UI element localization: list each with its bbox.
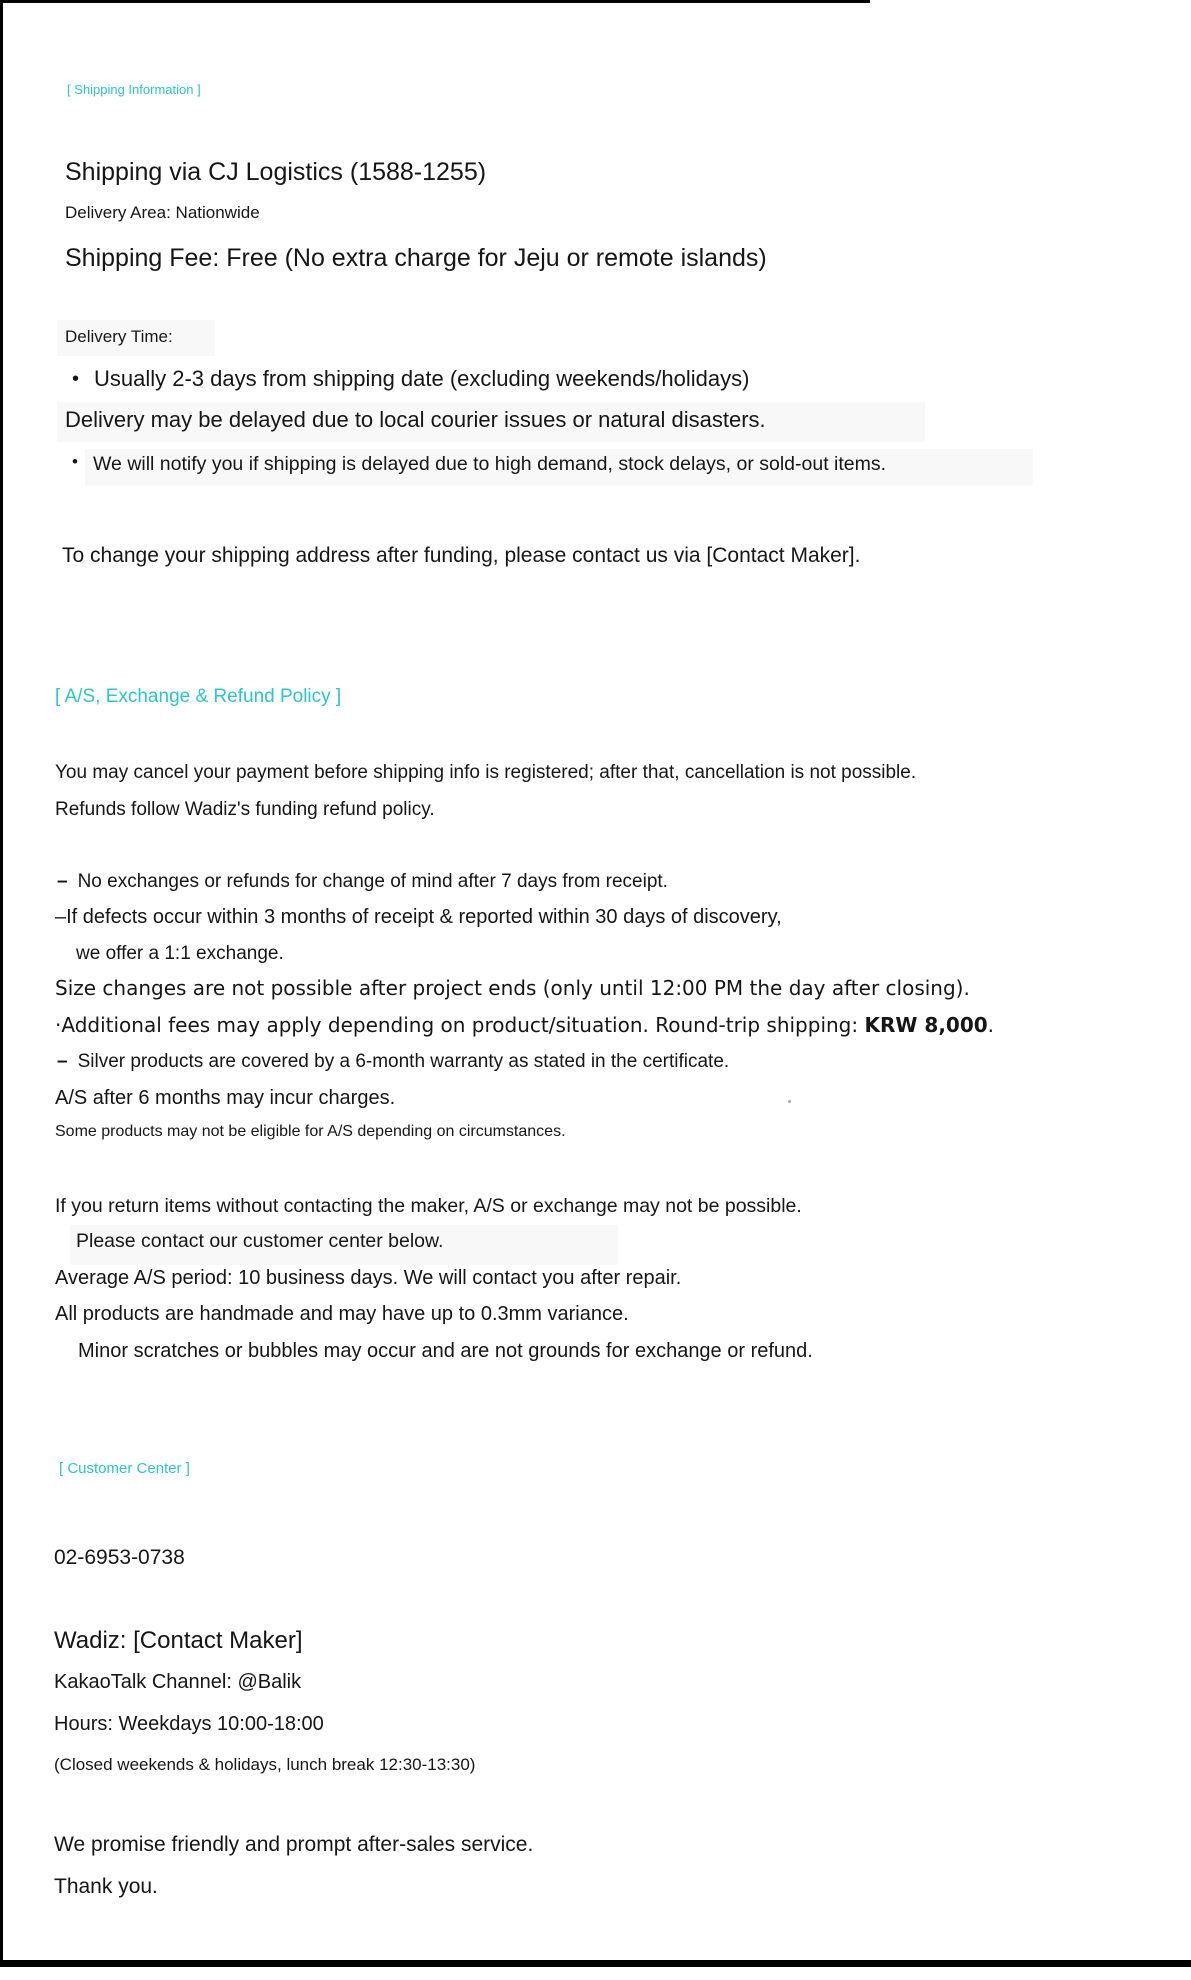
bottom-border-bar: [0, 1960, 1191, 1967]
policy-fees-prefix: ·Additional fees may apply depending on product/situation. Round-trip shipping:: [55, 1013, 865, 1037]
delivery-time-bullet-2: We will notify you if shipping is delayed due to high demand, stock delays, or sold-out items.: [93, 453, 887, 475]
address-change-note: To change your shipping address after funding, please contact us via [Contact Maker].: [62, 544, 861, 567]
stray-mark: [788, 1100, 791, 1103]
policy-refund-text: Refunds follow Wadiz's funding refund policy.: [55, 799, 435, 820]
policy-warranty-item: [57, 1050, 729, 1073]
policy-as-after-text: A/S after 6 months may incur charges.: [55, 1087, 396, 1109]
policy-cancel-text: You may cancel your payment before shipping info is registered; after that, cancellation is not possible.: [55, 762, 917, 783]
policy-as-note-text: Some products may not be eligible for A/S depending on circumstances.: [55, 1123, 566, 1140]
policy-warranty-text: Silver products are covered by a 6-month warranty as stated in the certificate.: [77, 1051, 730, 1072]
customer-center-label: [ Customer Center ]: [59, 1460, 190, 1477]
customer-center-hours: Hours: Weekdays 10:00-18:00: [54, 1713, 324, 1735]
policy-as-period: Average A/S period: 10 business days. We will contact you after repair.: [55, 1267, 682, 1289]
shipping-section-label: [ Shipping Information ]: [67, 82, 201, 97]
policy-size-change-text: Size changes are not possible after project ends (only until 12:00 PM the day after closing).: [55, 976, 970, 1000]
delivery-time-label: Delivery Time:: [65, 327, 173, 346]
closing-promise: We promise friendly and prompt after-sales service.: [54, 1833, 534, 1856]
customer-center-wadiz: Wadiz: [Contact Maker]: [54, 1627, 303, 1654]
customer-center-phone: 02-6953-0738: [54, 1546, 185, 1569]
delivery-area-text: Delivery Area: Nationwide: [65, 203, 260, 222]
dash-marker: –: [57, 871, 68, 892]
left-border-line: [0, 0, 3, 1965]
delivery-time-bullet-1: Usually 2-3 days from shipping date (excluding weekends/holidays): [94, 366, 750, 391]
shipping-fee-heading: Shipping Fee: Free (No extra charge for Jeju or remote islands): [65, 244, 767, 272]
policy-contact-below: Please contact our customer center below.: [76, 1230, 444, 1252]
customer-center-closed: (Closed weekends & holidays, lunch break 12:30-13:30): [54, 1755, 476, 1774]
dash-marker: –: [57, 1051, 68, 1072]
policy-section-label: [ A/S, Exchange & Refund Policy ]: [55, 686, 342, 707]
policy-no-exchange-text: No exchanges or refunds for change of mind after 7 days from receipt.: [77, 871, 668, 892]
top-border-line: [0, 0, 870, 3]
customer-center-kakao: KakaoTalk Channel: @Balik: [54, 1671, 302, 1693]
policy-fees-suffix: .: [987, 1013, 995, 1037]
bullet-icon: •: [72, 368, 80, 390]
policy-return-warning: If you return items without contacting the maker, A/S or exchange may not be possible.: [55, 1195, 802, 1217]
policy-scratches: Minor scratches or bubbles may occur and are not grounds for exchange or refund.: [78, 1340, 813, 1362]
bullet-icon: •: [72, 452, 78, 471]
policy-additional-fees-item: [55, 1013, 994, 1037]
policy-fees-amount: KRW 8,000: [864, 1013, 988, 1037]
policy-handmade: All products are handmade and may have up to 0.3mm variance.: [55, 1303, 629, 1325]
policy-defects-item: –If defects occur within 3 months of receipt & reported within 30 days of discovery,: [55, 906, 782, 928]
shipping-carrier-heading: Shipping via CJ Logistics (1588-1255): [65, 158, 487, 186]
policy-no-exchange-item: [57, 870, 668, 893]
policy-defects-continued: we offer a 1:1 exchange.: [76, 943, 284, 964]
closing-thanks: Thank you.: [54, 1875, 158, 1898]
delivery-delay-note: Delivery may be delayed due to local courier issues or natural disasters.: [65, 407, 766, 432]
